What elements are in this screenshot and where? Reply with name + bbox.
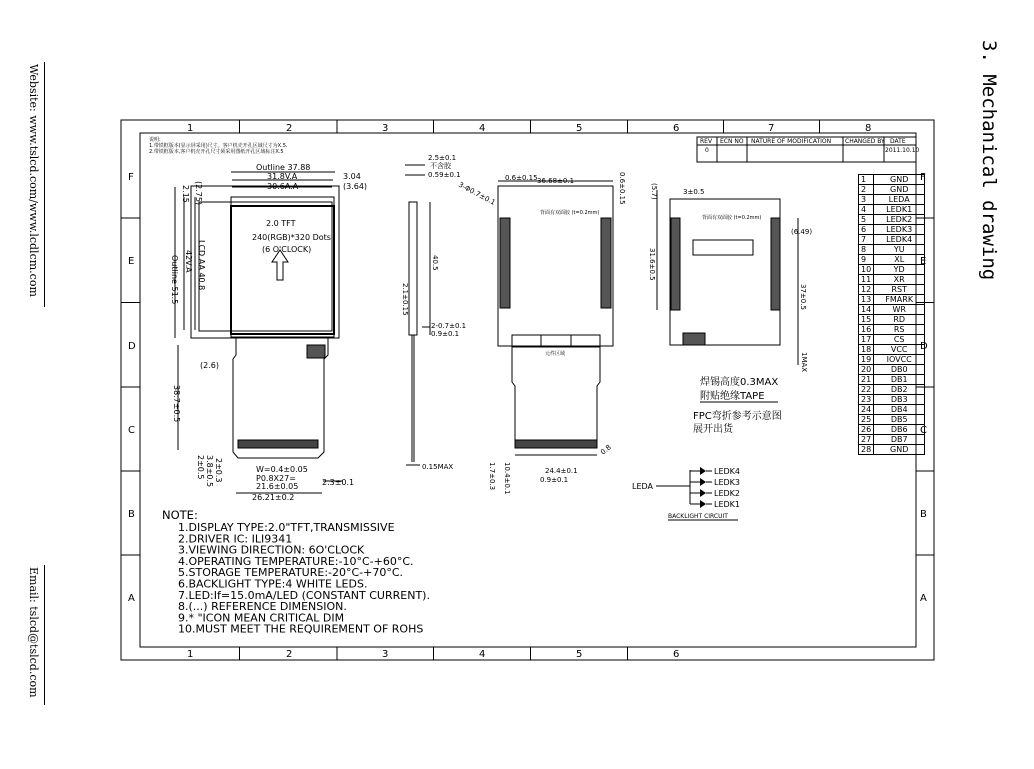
pin-number: 22 [859,385,874,395]
right-d3: 31.6±0.5 [648,248,656,281]
cn-note-3: 展开出货 [693,424,733,435]
side-d2: 0.59±0.1 [428,171,461,179]
bl-input: LEDA [632,482,654,491]
front-275: (2.75) [194,181,203,206]
screen-line-1: 2.0 TFT [266,219,296,228]
pin-signal: LEDK1 [874,205,925,215]
pin-number: 28 [859,445,874,455]
led-symbol [700,489,706,497]
grid-top-7: 7 [768,123,775,134]
pin-number: 4 [859,205,874,215]
grid-right-D: D [920,341,928,352]
note-item: 5.STORAGE TEMPERATURE:-20°C-+70°C. [178,566,404,580]
pin-number: 14 [859,305,874,315]
front-va-w: 31.8V.A [267,172,298,181]
front-215: 2.15 [181,185,190,203]
front-387: 38.7±0.5 [172,385,181,423]
back-d2: 36.68±0.1 [537,177,575,185]
back-bottom-label: 元件区域 [545,351,566,357]
pin-number: 23 [859,395,874,405]
rev-header-changed: CHANGED BY [845,138,885,145]
bl-output-ledk4: LEDK4 [714,467,741,476]
pin-number: 1 [859,175,874,185]
pin-row [859,365,925,375]
pin-number: 27 [859,435,874,445]
back-d9: 0.8 [599,443,613,457]
grid-left-B: B [128,509,135,520]
grid-top-4: 4 [479,123,486,134]
pin-signal: DB3 [874,395,925,405]
back-view [498,181,613,455]
pin-row [859,275,925,285]
pin-row [859,395,925,405]
pin-signal: LEDK4 [874,235,925,245]
pin-row [859,425,925,435]
rev-header-rev: REV [700,138,713,145]
grid-top-8: 8 [865,123,872,134]
notes-heading: NOTE: [162,508,198,522]
pin-number: 19 [859,355,874,365]
pin-row [859,405,925,415]
notes-block [162,508,430,636]
screen-line-3: (6 O'CLOCK) [262,245,312,254]
small-note-1: 1.带铁框版本(显示屏采用)尺寸。客户机壳开孔区域尺寸为X.5. [149,143,288,149]
right-d4: (6.49) [791,228,813,236]
front-w: W=0.4±0.05 [256,465,308,474]
front-364: (3.64) [343,182,368,191]
grid-left-D: D [128,341,136,352]
grid-bottom-3: 3 [382,649,389,660]
pin-row [859,355,925,365]
front-aa-w: 30.6A.A [267,182,299,191]
front-outline-w: Outline 37.88 [256,163,311,172]
back-d1: 0.6±0.15 [505,174,538,182]
pin-table [858,174,925,455]
pin-signal: DB4 [874,405,925,415]
back-d4: 3-Φ0.7±0.1 [457,180,497,207]
cn-note-0: 焊锡高度0.3MAX [700,377,779,388]
bl-output-ledk1: LEDK1 [714,500,741,509]
grid-bottom-4: 4 [479,649,486,660]
pin-number: 7 [859,235,874,245]
backlight-circuit [632,467,740,520]
pin-row [859,335,925,345]
pin-signal: FMARK [874,295,925,305]
pin-row [859,235,925,245]
pin-row [859,445,925,455]
small-note-0: 说明: [149,137,161,143]
front-va-h: 42V.A [184,250,193,273]
back-d5: 24.4±0.1 [545,467,578,475]
grid-right-F: F [920,172,926,183]
pin-number: 10 [859,265,874,275]
side-d7: 0.15MAX [422,463,454,471]
cn-note-2: FPC弯折参考示意图 [693,411,782,422]
pin-signal: RS [874,325,925,335]
side-d3: 40.5 [431,255,439,271]
side-d1: 2.5±0.1 [428,154,457,162]
pin-number: 17 [859,335,874,345]
pin-signal: DB5 [874,415,925,425]
pin-number: 11 [859,275,874,285]
pin-signal: LEDK2 [874,215,925,225]
right-d1: (5.7) [650,183,658,200]
pin-number: 3 [859,195,874,205]
pin-row [859,225,925,235]
pin-row [859,315,925,325]
back-d8: 10.4±0.1 [503,462,511,495]
pin-number: 24 [859,405,874,415]
pin-number: 16 [859,325,874,335]
pin-number: 6 [859,225,874,235]
pin-number: 2 [859,185,874,195]
pin-signal: GND [874,175,925,185]
small-note-2: 2.带铁框版本,客户机壳开孔尺寸须采用图纸开孔区域标注X.5 [149,149,284,155]
grid-right-E: E [920,256,927,267]
pin-row [859,185,925,195]
pin-row [859,305,925,315]
grid-left-F: F [128,172,134,183]
pin-row [859,245,925,255]
note-item: 7.LED:If=15.0mA/LED (CONSTANT CURRENT). [178,588,430,602]
grid-top-1: 1 [187,123,194,134]
grid-left-E: E [128,256,135,267]
pin-row [859,345,925,355]
grid-right-A: A [920,593,927,604]
grid-bottom-5: 5 [576,649,583,660]
pin-signal: XL [874,255,925,265]
back-d7: 1.7±0.3 [488,462,496,491]
pin-signal: IOVCC [874,355,925,365]
led-symbol [700,467,706,475]
pin-row [859,435,925,445]
grid-right-C: C [920,425,927,436]
pin-row [859,175,925,185]
pin-signal: WR [874,305,925,315]
pin-row [859,295,925,305]
rev-date: 2011.10.10 [885,147,920,154]
grid-bottom-6: 6 [673,649,680,660]
back-label: 背面有双面胶 (t=0.2mm) [540,210,600,216]
front-2: 2±0.3 [214,458,223,483]
note-item: 10.MUST MEET THE REQUIREMENT OF ROHS [178,622,424,636]
front-fpc-width: 26.21±0.2 [252,493,295,502]
screen-line-2: 240(RGB)*320 Dots [252,233,331,242]
right-d2: 3±0.5 [683,188,705,196]
grid-top-6: 6 [673,123,680,134]
side-d5: 2-0.7±0.1 [431,322,467,330]
front-pitch2: 21.6±0.05 [256,482,299,491]
pin-row [859,265,925,275]
pin-signal: RST [874,285,925,295]
pin-signal: YU [874,245,925,255]
led-symbol [700,478,706,486]
pin-number: 26 [859,425,874,435]
pin-signal: YD [874,265,925,275]
right-label: 背面有双面胶 (t=0.2mm) [702,215,762,221]
pin-signal: CS [874,335,925,345]
pin-number: 8 [859,245,874,255]
led-symbol [700,500,706,508]
grid-left-C: C [128,425,135,436]
note-item: 4.OPERATING TEMPERATURE:-10°C-+60°C. [178,554,414,568]
note-item: 9.* "ICON MEAN CRITICAL DIM [178,611,345,625]
pin-row [859,325,925,335]
grid-bottom-1: 1 [187,649,194,660]
pin-row [859,415,925,425]
pin-number: 21 [859,375,874,385]
pin-signal: DB2 [874,385,925,395]
front-view-text [170,163,367,502]
pin-row [859,215,925,225]
pin-number: 13 [859,295,874,305]
pin-signal: RD [874,315,925,325]
note-item: 3.VIEWING DIRECTION: 6O'CLOCK [178,543,365,557]
pin-signal: DB6 [874,425,925,435]
front-26: (2.6) [200,361,219,370]
pin-row [859,195,925,205]
note-item: 8.(...) REFERENCE DIMENSION. [178,600,347,614]
pin-number: 5 [859,215,874,225]
side-d4: 2.1±0.15 [401,283,409,316]
pin-signal: XR [874,275,925,285]
pin-row [859,375,925,385]
grid-top-2: 2 [286,123,293,134]
pin-row [859,255,925,265]
pin-number: 9 [859,255,874,265]
front-23: 2.3±0.1 [322,478,355,487]
pin-number: 12 [859,285,874,295]
bl-output-ledk3: LEDK3 [714,478,741,487]
pin-signal: LEDK3 [874,225,925,235]
pin-number: 20 [859,365,874,375]
cn-notes [693,375,782,435]
grid-left-A: A [128,593,135,604]
grid-top-3: 3 [382,123,389,134]
front-38: 3.8±0.5 [205,455,214,488]
page-title: 3. Mechanical drawing [978,40,1000,281]
pin-number: 18 [859,345,874,355]
grid-bottom-2: 2 [286,649,293,660]
back-d3: 0.6±0.15 [618,172,626,205]
rev-header-ecn: ECN NO [720,138,744,145]
pin-row [859,385,925,395]
right-d5: 37±0.5 [799,284,807,310]
website-text: Website: www.tslcd.com/www.lcdlcm.com [27,64,40,297]
pin-number: 25 [859,415,874,425]
side-d6: 0.9±0.1 [431,330,460,338]
side-d1b: 不含胶 [430,162,451,170]
right-d6: 1MAX [800,352,808,373]
pin-signal: GND [874,445,925,455]
back-d6: 0.9±0.1 [540,476,569,484]
front-304: 3.04 [343,172,361,181]
email-text: Email: tslcd@tslcd.com [27,567,40,698]
note-item: 2.DRIVER IC: ILI9341 [178,532,293,546]
grid-right-B: B [920,509,927,520]
front-25: 2±0.5 [196,455,205,480]
front-view [175,172,343,493]
grid-top-5: 5 [576,123,583,134]
pin-signal: DB1 [874,375,925,385]
pin-signal: LEDA [874,195,925,205]
pin-signal: GND [874,185,925,195]
note-item: 1.DISPLAY TYPE:2.0"TFT,TRANSMISSIVE [178,521,395,534]
pin-row [859,285,925,295]
bl-title: BACKLIGHT CIRCUIT [668,513,728,520]
pin-number: 15 [859,315,874,325]
pin-signal: VCC [874,345,925,355]
cn-note-1: 附贴绝缘TAPE [700,391,765,402]
front-outline-h: Outline 51.5 [170,255,179,305]
pin-row [859,205,925,215]
note-item: 6.BACKLIGHT TYPE:4 WHITE LEDS. [178,577,368,591]
pin-signal: DB7 [874,435,925,445]
revision-table [697,137,920,162]
pin-signal: DB0 [874,365,925,375]
front-pitch: P0.8X27= [256,474,296,483]
front-lcd-aa: LCD AA 40.8 [197,240,206,291]
rev-header-nature: NATURE OF MODIFICATION [751,138,832,145]
bl-output-ledk2: LEDK2 [714,489,741,498]
rev-header-date: DATE [890,138,906,145]
rev-value: 0 [705,147,709,154]
